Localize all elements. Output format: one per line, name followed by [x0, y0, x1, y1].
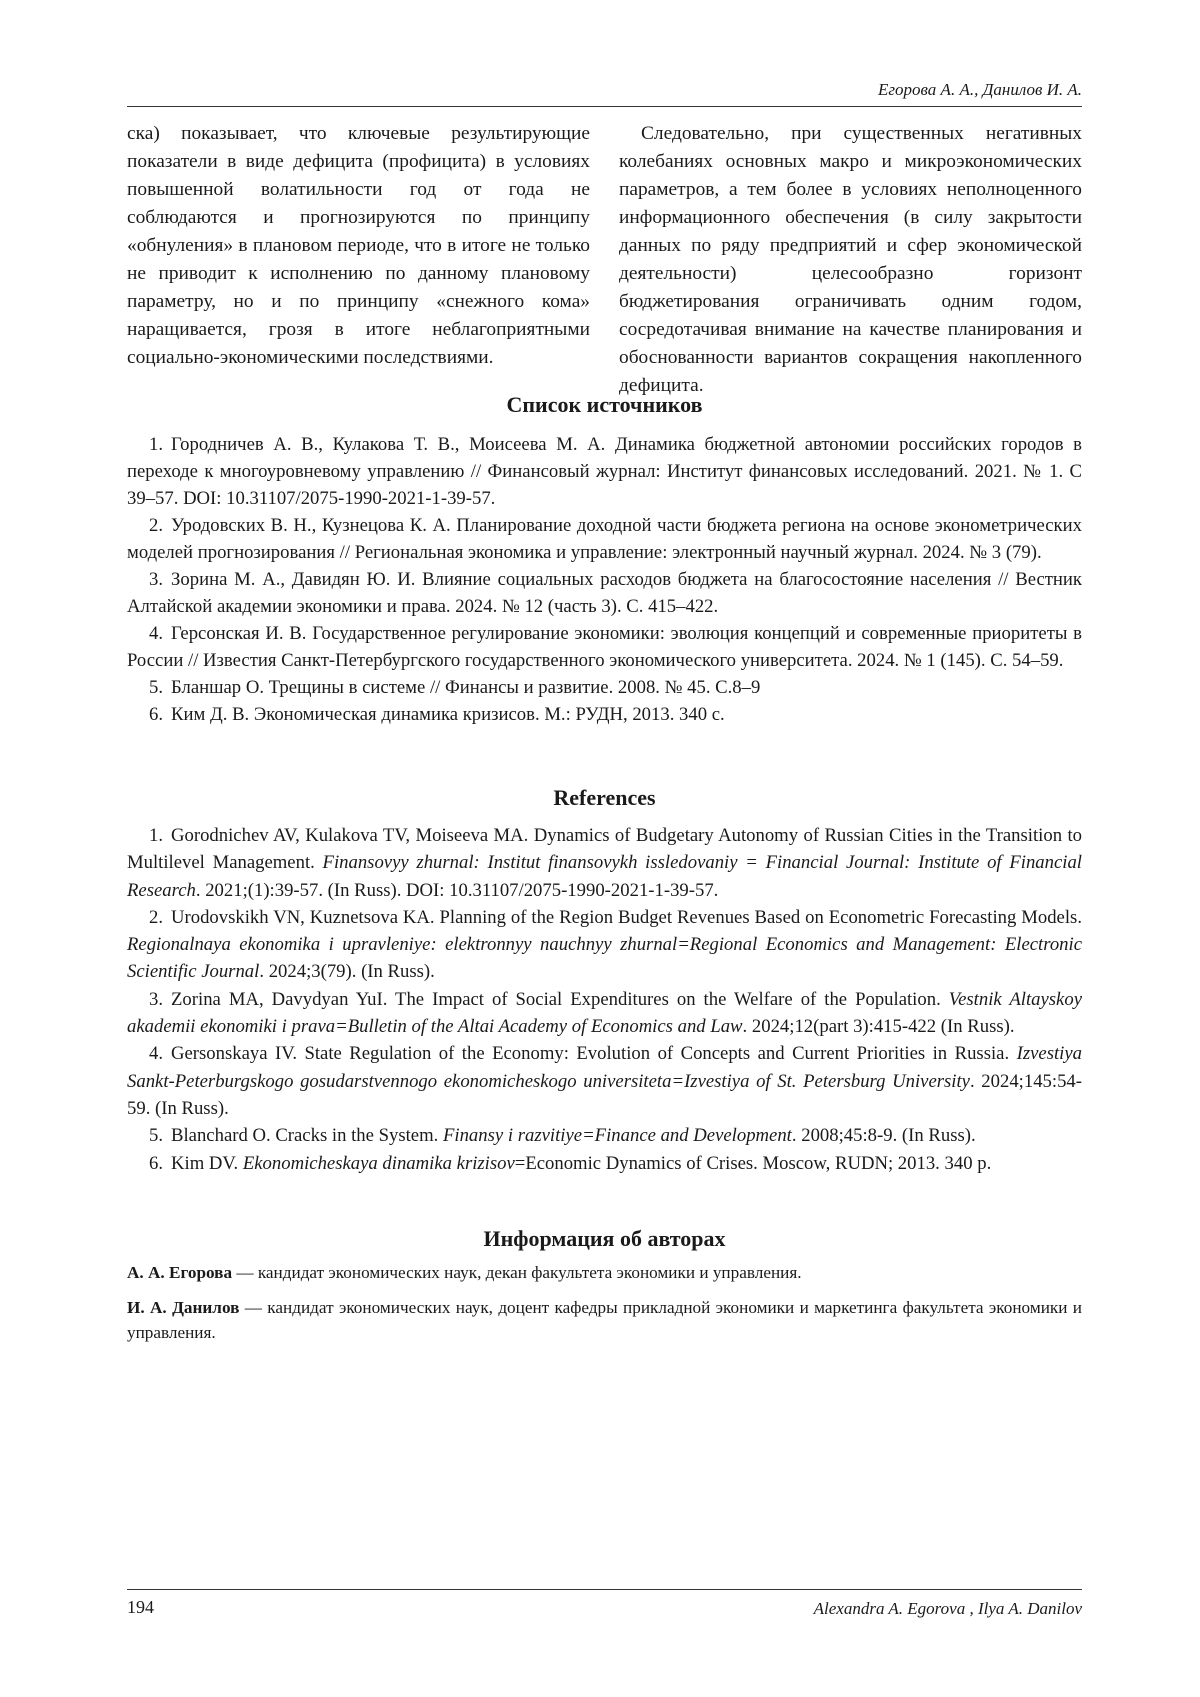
references-heading: References	[553, 785, 656, 810]
reference-item: 1. Gorodnichev AV, Kulakova TV, Moiseeva MA. Dynamics of Budgetary Autonomy of Russian Cities in the Transition to Multilevel Management. Finansovyy zhurnal: Institut finansovykh issledovaniy = Financial Journal: Institute of Financial Research. 2021;(1):39-57. (In Russ). DOI: 10.31107/2075-1990-2021-1-39-57.	[127, 825, 1082, 901]
source-item: 6. Ким Д. В. Экономическая динамика кризисов. М.: РУДН, 2013. 340 с.	[149, 704, 725, 725]
left-paragraph: ска) показывает, что ключевые результирующие показатели в виде дефицита (профицита) в условиях повышенной волатильности год от года не соблюдаются и прогнозируются по принципу «обнуления» в плановом периоде, что в итоге не только не приводит к исполнению по данному плановому параметру, но и по принципу «снежного кома» наращивается, грозя в итоге неблагоприятными социально-экономическими последствиями.	[127, 123, 590, 368]
references-list	[127, 822, 1082, 1177]
source-item: 4. Герсонская И. В. Государственное регулирование экономики: эволюция концепций и современные приоритеты в России // Известия Санкт-Петербургского государственного экономического университета. 2024. № 1 (145). С. 54–59.	[127, 623, 1082, 671]
reference-item: 3. Zorina MA, Davydyan YuI. The Impact of Social Expenditures on the Welfare of the Population. Vestnik Altayskoy akademii ekonomiki i prava=Bulletin of the Altai Academy of Economics and Law. 2024;12(part 3):415-422 (In Russ).	[127, 988, 1082, 1038]
source-item: 2. Уродовских В. Н., Кузнецова К. А. Планирование доходной части бюджета региона на основе эконометрических моделей прогнозирования // Региональная экономика и управление: электронный научный журнал. 2024. № 3 (79).	[127, 515, 1082, 563]
sources-heading: Список источников	[506, 392, 703, 417]
authors-info	[127, 1260, 1082, 1355]
source-item: 1. Городничев А. В., Кулакова Т. В., Моисеева М. А. Динамика бюджетной автономии российских городов в переходе к многоуровневому управлению // Финансовый журнал: Институт финансовых исследований. 2021. № 1. С 39–57. DOI: 10.31107/2075-1990-2021-1-39-57.	[127, 434, 1082, 509]
reference-item: 6. Kim DV. Ekonomicheskaya dinamika krizisov=Economic Dynamics of Crises. Moscow, RUDN; 2013. 340 p.	[149, 1152, 992, 1174]
left-column	[127, 120, 590, 400]
authors-heading: Информация об авторах	[483, 1226, 726, 1251]
header-rule	[127, 106, 1082, 107]
source-item: 5. Бланшар О. Трещины в системе // Финансы и развитие. 2008. № 45. С.8–9	[149, 677, 761, 698]
right-paragraph: Следовательно, при существенных негативных колебаниях основных макро и микроэкономических параметров, а тем более в условиях неполноценного информационного обеспечения (в силу закрытости данных по ряду предприятий и сфер экономической деятельности) целесообразно горизонт бюджетирования ограничивать одним годом, сосредотачивая внимание на качестве планирования и обоснованности вариантов сокращения накопленного дефицита.	[619, 123, 1082, 396]
body-columns	[127, 120, 1082, 400]
author-item: И. А. Данилов — кандидат экономических наук, доцент кафедры прикладной экономики и маркетинга факультета экономики и управления.	[127, 1298, 1082, 1342]
source-item: 3. Зорина М. А., Давидян Ю. И. Влияние социальных расходов бюджета на благосостояние населения // Вестник Алтайской академии экономики и права. 2024. № 12 (часть 3). С. 415–422.	[127, 569, 1082, 617]
right-column	[619, 120, 1082, 400]
reference-item: 2. Urodovskikh VN, Kuznetsova KA. Planning of the Region Budget Revenues Based on Econometric Forecasting Models. Regionalnaya ekonomika i upravleniye: elektronnyy nauchnyy zhurnal=Regional Economics and Management: Electronic Scientific Journal. 2024;3(79). (In Russ).	[127, 906, 1082, 983]
sources-list	[127, 431, 1082, 728]
author-item: А. А. Егорова — кандидат экономических наук, декан факультета экономики и управления.	[127, 1263, 802, 1282]
reference-item: 5. Blanchard O. Cracks in the System. Finansy i razvitiye=Finance and Development. 2008;45:8-9. (In Russ).	[149, 1125, 976, 1147]
page-number: 194	[127, 1597, 154, 1617]
running-head: Егорова А. А., Данилов И. А.	[878, 80, 1082, 99]
reference-item: 4. Gersonskaya IV. State Regulation of the Economy: Evolution of Concepts and Current Priorities in Russia. Izvestiya Sankt-Peterburgskogo gosudarstvennogo ekonomicheskogo universiteta=Izvestiya of St. Petersburg University. 2024;145:54-59. (In Russ).	[127, 1043, 1083, 1119]
footer-rule	[127, 1589, 1082, 1590]
running-foot: Alexandra A. Egorova , Ilya A. Danilov	[813, 1599, 1082, 1618]
